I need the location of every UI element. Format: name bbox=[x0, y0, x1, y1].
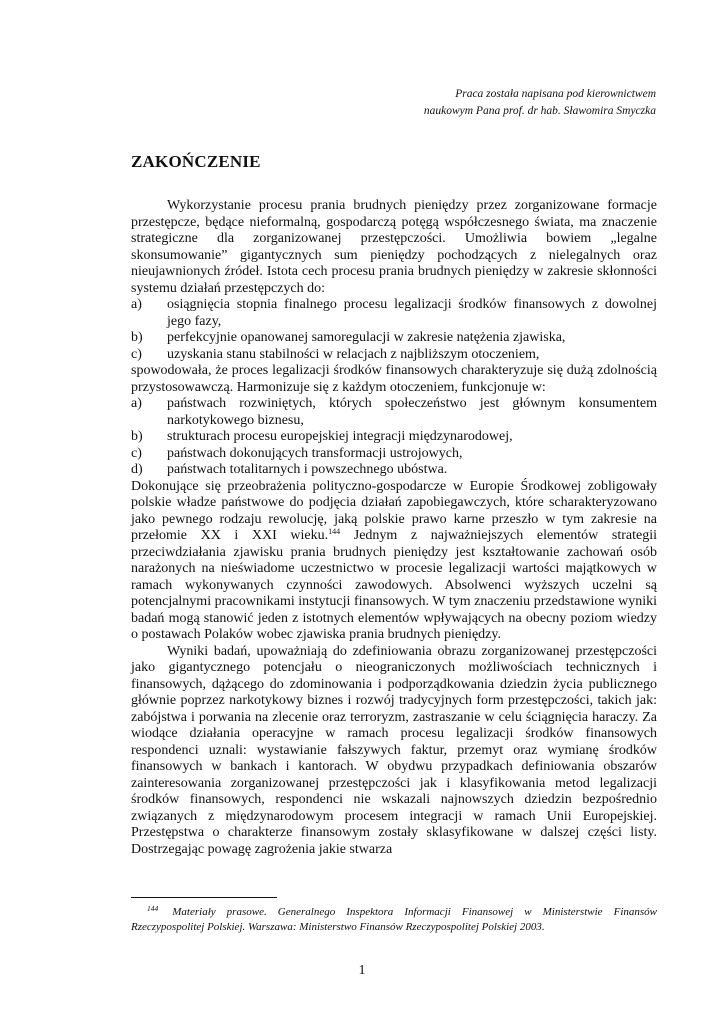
list-item bbox=[131, 396, 657, 429]
footnote-number: 144 bbox=[147, 904, 159, 913]
supervisor-attribution bbox=[424, 86, 656, 120]
results-paragraph: Wyniki badań, upoważniają do zdefiniowania obrazu zorganizowanej przestępczości jako gigantycznego potencjału o nieograniczonych możliwościach technicznych i finansowych, dążącego do zdominowania i podporządkowania dziedzin życia publicznego głównie poprzez narkotykowy biznes i rozwój tradycyjnych form przestępczości, takich jak: zabójstwa i porwania na zlecenie oraz terroryzm, zastraszanie w celu ściągnięcia haraczy. Za wiodące działania operacyjne w ramach procesu legalizacji środków finansowych respondenci uznali: wystawianie fałszywych faktur, przemyt oraz wymianę środków finansowych w bankach i kantorach. W obydwu przypadkach definiowania obszarów zainteresowania zorganizowanej przestępczości jak i klasyfikowania metod legalizacji środków finansowych, respondenci nie wskazali najnowszych dziedzin bezpośrednio związanych z międzynarodowym procesem integracji w ramach Unii Europejskiej. Przestępstwa o charakterze finansowym zostały sklasyfikowane w dalszej części listy. Dostrzegając powagę zagrożenia jakie stwarza bbox=[131, 643, 657, 857]
tendency-list bbox=[131, 297, 657, 363]
footnote-separator bbox=[131, 897, 277, 898]
footnote-text: Materiały prasowe. Generalnego Inspektora Informacji Finansowej w Ministerstwie Finansów Rzeczypospolitej Polskiej. Warszawa: Ministerstwo Finansów Rzeczypospolitej Polskiej 2003. bbox=[131, 906, 657, 933]
list-item-text: osiągnięcia stopnia finalnego procesu legalizacji środków finansowych z dowolnej jego fazy, bbox=[167, 297, 657, 329]
page-number: 1 bbox=[358, 963, 366, 978]
list-item bbox=[131, 429, 657, 446]
list-item bbox=[131, 347, 657, 364]
paragraph-text-part-2: Jednym z najważniejszych elementów strategii przeciwdziałania zjawisku prania brudnych pieniędzy jest kształtowanie zachowań osób narażonych na nieświadome uczestnictwo w procesie legalizacji wartości majątkowych w ramach wykonywanych czynności zawodowych. Absolwenci wyższych uczelni są potencjalnymi pracownikami instytucji finansowych. W tym znaczeniu przedstawione wyniki badań mogą stanowić jeden z istotnych elementów wpływających na obecny poziom wiedzy o postawach Polaków wobec zjawiska prania brudnych pieniędzy. bbox=[131, 528, 657, 642]
list-marker: b) bbox=[131, 429, 143, 444]
list-item bbox=[131, 297, 657, 330]
list-item-text: strukturach procesu europejskiej integracji międzynarodowej, bbox=[167, 429, 513, 444]
list-marker: c) bbox=[131, 445, 142, 461]
list-item-text: uzyskania stanu stabilności w relacjach z najbliższym otoczeniem, bbox=[167, 346, 540, 362]
list-marker: b) bbox=[131, 330, 143, 345]
list-item bbox=[131, 446, 657, 463]
list-item bbox=[131, 330, 657, 347]
footnote bbox=[131, 905, 657, 935]
section-heading: ZAKOŃCZENIE bbox=[131, 152, 261, 171]
paragraph-text-part-1: Dokonujące się przeobrażenia polityczno-gospodarcze w Europie Środkowej zobligowały polskie władze państwowe do podjęcia działań zapobiegawczych, które scharakteryzowano jako pewnego rodzaju rewolucję, jaką polskie prawo karne przeszło w tym zakresie na przełomie XX i XXI wieku. bbox=[131, 478, 657, 543]
footnote-reference[interactable]: 144 bbox=[328, 527, 341, 536]
list-marker: a) bbox=[131, 396, 142, 411]
body-text bbox=[131, 198, 657, 858]
list-item-text: państwach rozwiniętych, których społeczeństwo jest głównym konsumentem narkotykowego biznesu, bbox=[167, 396, 657, 428]
list-item-text: państwach dokonujących transformacji ustrojowych, bbox=[167, 445, 463, 461]
attribution-line-1: Praca została napisana pod kierownictwem bbox=[455, 88, 656, 100]
middle-paragraph: spowodowała, że proces legalizacji środków finansowych charakteryzuje się dużą zdolnością przystosowawczą. Harmonizuje się z każdym otoczeniem, funkcjonuje w: bbox=[131, 363, 657, 395]
list-item-text: perfekcyjnie opanowanej samoregulacji w zakresie natężenia zjawiska, bbox=[167, 330, 566, 345]
list-marker: c) bbox=[131, 346, 142, 362]
attribution-line-2: naukowym Pana prof. dr hab. Sławomira Smyczka bbox=[423, 105, 656, 117]
list-item-text: państwach totalitarnych i powszechnego ubóstwa. bbox=[167, 462, 448, 477]
intro-paragraph: Wykorzystanie procesu prania brudnych pieniędzy przez zorganizowane formacje przestępcze, będące nieformalną, gospodarczą potęgą współczesnego świata, ma znaczenie strategiczne dla zorganizowanej przestępczości. Umożliwia bowiem „legalne skonsumowanie” gigantycznych sum pieniędzy pochodzących z nielegalnych oraz nieujawnionych źródeł. Istota cech procesu prania brudnych pieniędzy w zakresie skłonności systemu działań przestępczych do: bbox=[131, 198, 657, 296]
list-marker: d) bbox=[131, 462, 143, 477]
environment-list bbox=[131, 396, 657, 479]
transformation-paragraph bbox=[131, 479, 657, 644]
list-marker: a) bbox=[131, 297, 142, 312]
list-item bbox=[131, 462, 657, 479]
